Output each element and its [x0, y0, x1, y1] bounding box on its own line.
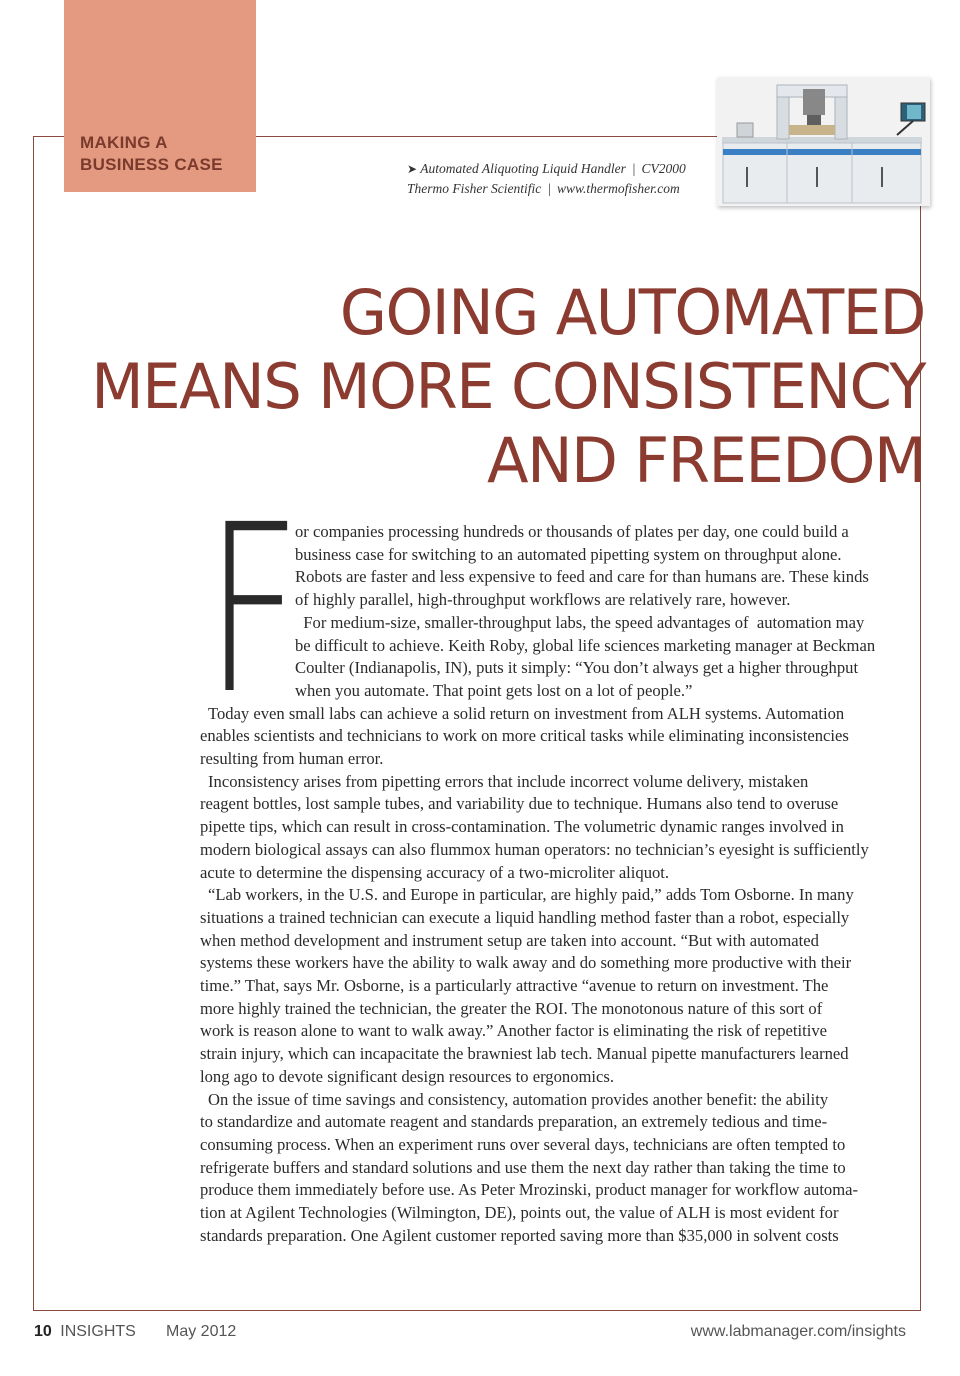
body-line: systems these workers have the ability to walk away and do something more productive with their — [200, 953, 852, 973]
body-line: time.” That, says Mr. Osborne, is a particularly attractive “avenue to return on investment. The — [200, 976, 829, 996]
footer-date: May 2012 — [166, 1323, 237, 1340]
product-photo — [717, 77, 930, 206]
body-line: situations a trained technician can execute a liquid handling method faster than a robot, especially — [200, 907, 850, 927]
body-line: business case for switching to an automated pipetting system on throughput alone. — [295, 544, 842, 564]
caption-product: Automated Aliquoting Liquid Handler — [420, 161, 626, 176]
section-label: MAKING A BUSINESS CASE — [80, 133, 223, 174]
body-line: tion at Agilent Technologies (Wilmington, DE), points out, the value of ALH is most evident for — [200, 1203, 839, 1223]
caption-line-2 — [407, 179, 717, 198]
body-line: long ago to devote significant design resources to ergonomics. — [200, 1066, 614, 1086]
caption-model: CV2000 — [641, 161, 686, 176]
body-line: “Lab workers, in the U.S. and Europe in particular, are highly paid,” adds Tom Osborne. In many — [208, 885, 854, 905]
caption-separator: | — [547, 181, 551, 196]
body-line: when you automate. That point gets lost on a lot of people.” — [295, 680, 693, 700]
body-line: or companies processing hundreds or thousands of plates per day, one could build a — [295, 522, 849, 541]
body-line: to standardize and automate reagent and standards preparation, an extremely tedious and time- — [200, 1112, 828, 1132]
body-line: be difficult to achieve. Keith Roby, global life sciences marketing manager at Beckman — [295, 635, 876, 655]
body-line: strain injury, which can incapacitate the brawniest lab tech. Manual pipette manufacturers learned — [200, 1044, 849, 1064]
product-caption — [407, 159, 717, 198]
footer-section: INSIGHTS — [60, 1323, 136, 1340]
body-line: standards preparation. One Agilent customer reported saving more than $35,000 in solvent costs — [200, 1225, 839, 1245]
drop-cap: F — [205, 475, 302, 745]
article-body — [200, 521, 930, 1248]
caption-url: www.thermofisher.com — [556, 181, 680, 196]
body-line: more highly trained the technician, the greater the ROI. The monotonous nature of this sort of — [200, 998, 823, 1018]
body-line: refrigerate buffers and standard solutions and use them the next day rather than taking the time to — [200, 1157, 846, 1177]
caption-separator: | — [631, 161, 636, 176]
body-line: produce them immediately before use. As Peter Mrozinski, product manager for workflow automa- — [200, 1180, 859, 1200]
arrow-icon: ➤ — [407, 162, 418, 176]
body-line: enables scientists and technicians to work on more critical tasks while eliminating inconsistencies — [200, 726, 849, 746]
headline-line-2: MEANS MORE CONSISTENCY — [91, 350, 926, 423]
body-line: acute to determine the dispensing accuracy of a two-microliter aliquot. — [200, 862, 670, 882]
body-line: Inconsistency arises from pipetting errors that include incorrect volume delivery, mistaken — [208, 771, 809, 791]
body-line: Coulter (Indianapolis, IN), puts it simply: “You don’t always get a higher throughput — [295, 658, 859, 678]
footer-url[interactable]: www.labmanager.com/insights — [690, 1323, 906, 1340]
body-line: Robots are faster and less expensive to feed and care for than humans are. These kinds — [295, 567, 869, 587]
caption-line-1 — [407, 159, 717, 179]
body-line: pipette tips, which can result in cross-contamination. The volumetric dynamic ranges involved in — [200, 817, 844, 837]
page-number: 10 — [34, 1323, 52, 1340]
body-line: On the issue of time savings and consistency, automation provides another benefit: the ability — [208, 1089, 829, 1109]
body-line: modern biological assays can also flummox human operators: no technician’s eyesight is sufficiently — [200, 839, 869, 859]
body-line: Today even small labs can achieve a solid return on investment from ALH systems. Automation — [208, 703, 845, 723]
body-line: work is reason alone to want to walk away.” Another factor is eliminating the risk of repetitive — [200, 1021, 827, 1041]
liquid-handler-image — [717, 77, 930, 206]
headline-line-3: AND FREEDOM — [487, 424, 925, 497]
body-line: For medium-size, smaller-throughput labs, the speed advantages of automation may — [295, 612, 865, 632]
body-line: consuming process. When an experiment runs over several days, technicians are often tempted to — [200, 1134, 846, 1154]
headline-line-1: GOING AUTOMATED — [339, 276, 926, 349]
body-line: resulting from human error. — [200, 749, 384, 769]
body-line: reagent bottles, lost sample tubes, and variability due to technique. Humans also tend to overuse — [200, 794, 839, 814]
footer-left — [34, 1323, 136, 1341]
body-line: of highly parallel, high-throughput workflows are relatively rare, however. — [295, 590, 791, 610]
caption-company: Thermo Fisher Scientific — [407, 181, 542, 196]
body-line: when method development and instrument setup are taken into account. “But with automated — [200, 930, 819, 950]
article-headline — [63, 276, 925, 498]
